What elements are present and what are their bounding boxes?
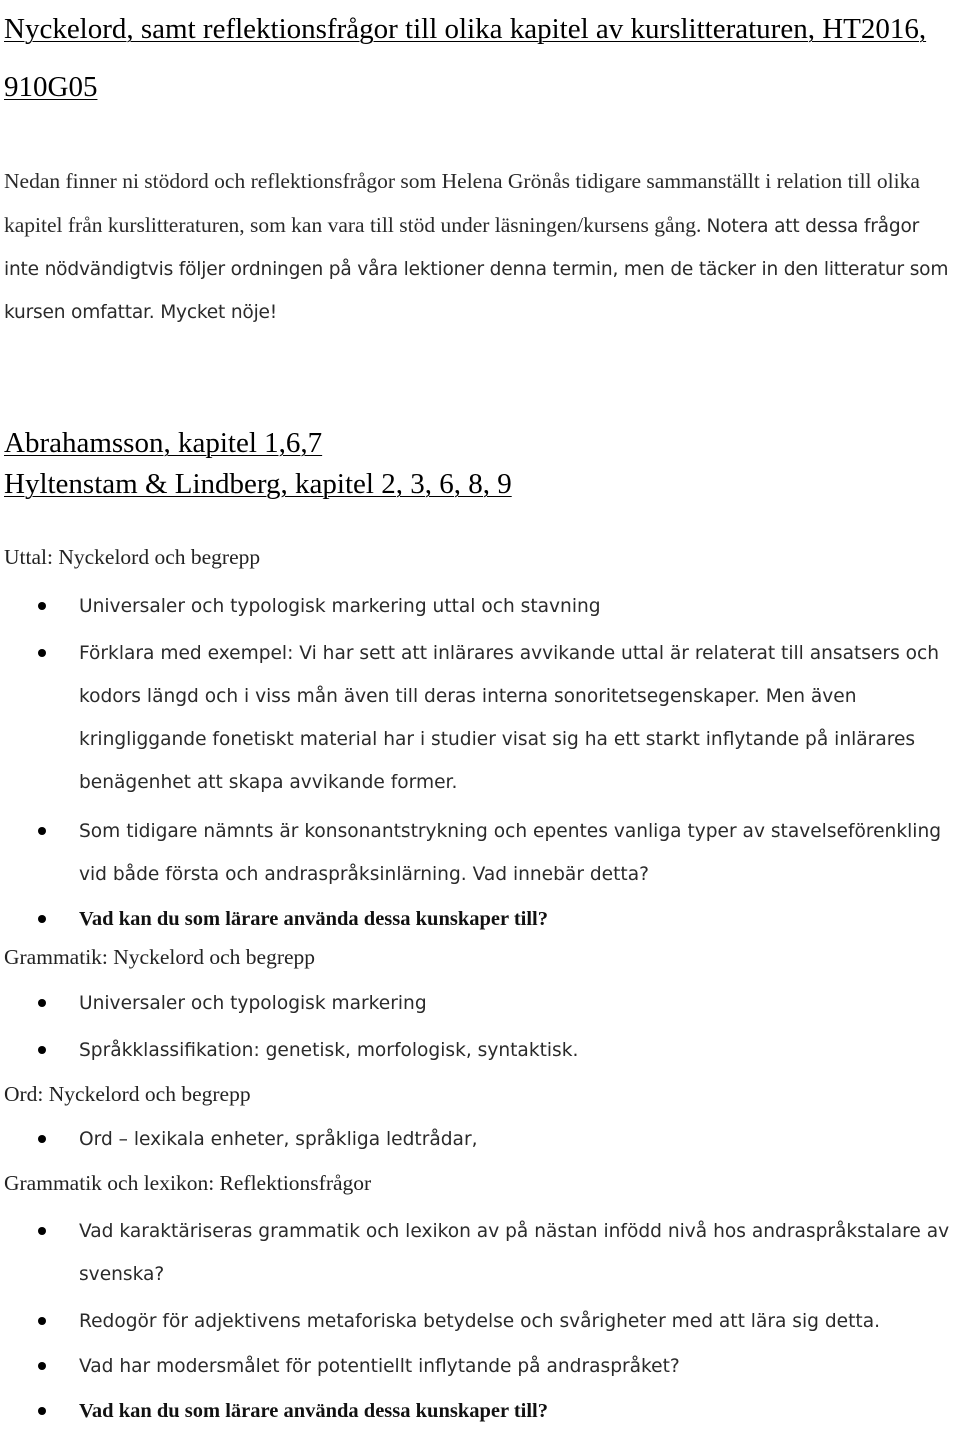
list-item bbox=[0, 898, 960, 941]
bullet-icon bbox=[38, 1046, 46, 1054]
chapter-heading-line-1: Abrahamsson, kapitel 1,6,7 bbox=[4, 427, 323, 459]
section-heading: Uttal: Nyckelord och begrepp bbox=[4, 545, 261, 569]
list-item bbox=[0, 810, 960, 896]
list-item bbox=[0, 1210, 960, 1296]
list-item-text: Vad karaktäriseras grammatik och lexikon av på nästan infödd nivå hos andraspråkstalare av svenska? bbox=[79, 1221, 950, 1285]
list-item-text: Språkklassifikation: genetisk, morfologisk, syntaktisk. bbox=[79, 1040, 579, 1061]
list-item-text: Universaler och typologisk markering bbox=[79, 993, 427, 1014]
section-uttal bbox=[0, 542, 960, 941]
section-heading: Grammatik och lexikon: Reflektionsfrågor bbox=[4, 1171, 372, 1195]
list-item bbox=[0, 1300, 960, 1343]
list-item bbox=[0, 585, 960, 628]
list-item-text: Vad kan du som lärare använda dessa kunskaper till? bbox=[79, 1400, 548, 1422]
list-item-text: Som tidigare nämnts är konsonantstrykning och epentes vanliga typer av stavelseförenkling vid både första och andraspråksinlärning. Vad innebär detta? bbox=[79, 821, 942, 885]
bullet-icon bbox=[38, 602, 46, 610]
list-item-text: Ord – lexikala enheter, språkliga ledtrådar, bbox=[79, 1129, 478, 1150]
section-heading: Grammatik: Nyckelord och begrepp bbox=[4, 945, 316, 969]
bullet-icon bbox=[38, 1317, 46, 1325]
list-item-text: Förklara med exempel: Vi har sett att inlärares avvikande uttal är relaterat till ansatsers och kodors längd och i viss mån även till deras interna sonoritetsegenskaper. Men även kringliggande fonetiskt material har i studier visat sig ha ett starkt inflytande på inlärares benägenhet att skapa avvikande former. bbox=[79, 643, 940, 793]
bullet-list bbox=[0, 1118, 960, 1161]
list-item-text: Redogör för adjektivens metaforiska betydelse och svårigheter med att lära sig detta. bbox=[79, 1311, 881, 1332]
bullet-icon bbox=[38, 1407, 46, 1415]
section-heading: Ord: Nyckelord och begrepp bbox=[4, 1082, 251, 1106]
bullet-icon bbox=[38, 915, 46, 923]
bullet-icon bbox=[38, 827, 46, 835]
list-item bbox=[0, 982, 960, 1025]
intro-text-sans: Notera att dessa frågor inte nödvändigtvis följer ordningen på våra lektioner denna termin, men de täcker in den litteratur som kursen omfattar. Mycket nöje! bbox=[4, 216, 949, 323]
document-title: Nyckelord, samt reflektionsfrågor till olika kapitel av kurslitteraturen, HT2016, 910G05 bbox=[4, 13, 927, 103]
section-grammatik-och-lexikon bbox=[0, 1168, 960, 1433]
section-grammatik bbox=[0, 942, 960, 1072]
bullet-icon bbox=[38, 1135, 46, 1143]
intro-text-serif: Nedan finner ni stödord och reflektionsfrågor som Helena Grönås tidigare sammanställt i relation till olika kapitel från kurslitteraturen, som kan vara till stöd under läsningen/kursens gång. bbox=[4, 169, 920, 237]
list-item bbox=[0, 1345, 960, 1388]
bullet-icon bbox=[38, 999, 46, 1007]
chapter-heading bbox=[4, 423, 512, 505]
chapter-heading-line-2: Hyltenstam & Lindberg, kapitel 2, 3, 6, 8, 9 bbox=[4, 468, 512, 500]
bullet-icon bbox=[38, 649, 46, 657]
list-item-text: Vad har modersmålet för potentiellt inflytande på andraspråket? bbox=[79, 1356, 680, 1377]
bullet-list bbox=[0, 585, 960, 941]
list-item-text: Vad kan du som lärare använda dessa kunskaper till? bbox=[79, 908, 548, 930]
section-ord bbox=[0, 1079, 960, 1161]
list-item bbox=[0, 1118, 960, 1161]
list-item bbox=[0, 632, 960, 804]
bullet-icon bbox=[38, 1227, 46, 1235]
intro-paragraph bbox=[4, 160, 954, 334]
bullet-icon bbox=[38, 1362, 46, 1370]
list-item bbox=[0, 1390, 960, 1433]
bullet-list bbox=[0, 1210, 960, 1433]
bullet-list bbox=[0, 982, 960, 1072]
list-item bbox=[0, 1029, 960, 1072]
list-item-text: Universaler och typologisk markering uttal och stavning bbox=[79, 596, 601, 617]
